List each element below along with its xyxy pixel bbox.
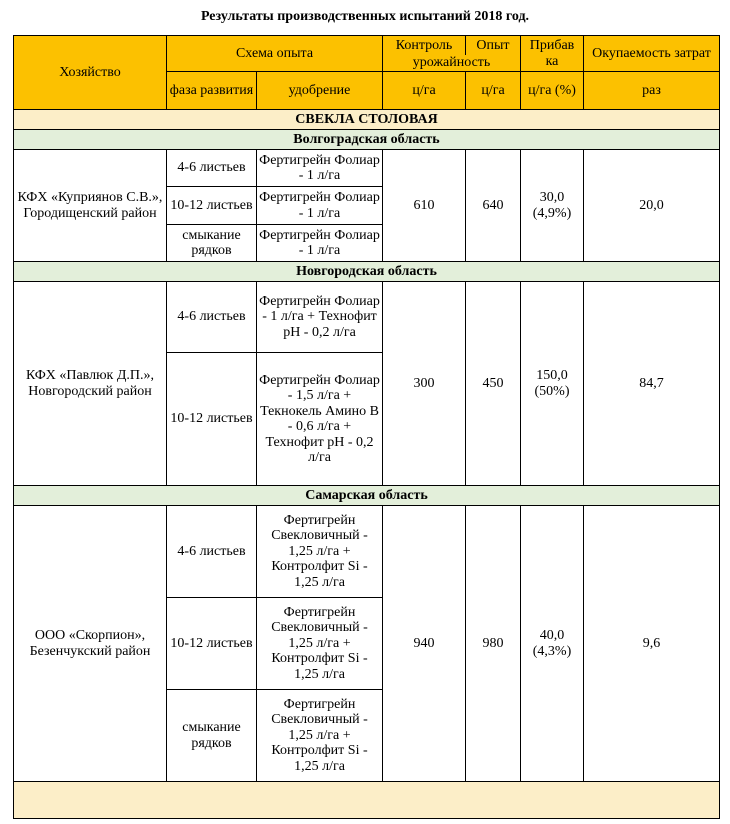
phase-cell: смыкание рядков	[167, 225, 257, 262]
phase-cell: 10-12 листьев	[167, 187, 257, 225]
gain-cell: 30,0 (4,9%)	[521, 150, 584, 262]
fertilizer-cell: Фертигрейн Фолиар - 1 л/га	[257, 225, 383, 262]
fertilizer-cell: Фертигрейн Фолиар - 1,5 л/га + Текнокель Амино В - 0,6 л/га + Технофит рН - 0,2 л/га	[257, 353, 383, 486]
phase-cell: 10-12 листьев	[167, 353, 257, 486]
results-table	[13, 35, 720, 819]
control-cell: 610	[383, 150, 466, 262]
fertilizer-cell: Фертигрейн Фолиар - 1 л/га	[257, 187, 383, 225]
header-unit-gain: ц/га (%)	[521, 72, 584, 110]
farm-cell: КФХ «Куприянов С.В.», Городищенский район	[14, 150, 167, 262]
phase-cell: смыкание рядков	[167, 690, 257, 782]
payback-cell: 9,6	[584, 506, 720, 782]
control-cell: 300	[383, 282, 466, 486]
payback-cell: 20,0	[584, 150, 720, 262]
header-gain: Прибав ка	[521, 36, 584, 72]
phase-cell: 4-6 листьев	[167, 282, 257, 353]
farm-cell: КФХ «Павлюк Д.П.», Новгородский район	[14, 282, 167, 486]
control-cell: 940	[383, 506, 466, 782]
region-row: Самарская область	[14, 486, 720, 506]
header-scheme: Схема опыта	[167, 36, 383, 72]
header-yield: урожайность	[383, 55, 521, 72]
crop-row: СВЕКЛА СТОЛОВАЯ	[14, 110, 720, 130]
region-row: Волгоградская область	[14, 130, 720, 150]
header-farm: Хозяйство	[14, 36, 167, 110]
fertilizer-cell: Фертигрейн Свекловичный - 1,25 л/га + Контролфит Si - 1,25 л/га	[257, 598, 383, 690]
gain-cell: 150,0 (50%)	[521, 282, 584, 486]
phase-cell: 4-6 листьев	[167, 506, 257, 598]
phase-cell: 10-12 листьев	[167, 598, 257, 690]
footer-row	[14, 782, 720, 819]
payback-cell: 84,7	[584, 282, 720, 486]
header-phase: фаза развития	[167, 72, 257, 110]
header-control: Контроль	[383, 36, 466, 55]
fertilizer-cell: Фертигрейн Фолиар - 1 л/га + Технофит рН - 0,2 л/га	[257, 282, 383, 353]
experiment-cell: 640	[466, 150, 521, 262]
header-unit-payback: раз	[584, 72, 720, 110]
fertilizer-cell: Фертигрейн Свекловичный - 1,25 л/га + Контролфит Si - 1,25 л/га	[257, 690, 383, 782]
gain-cell: 40,0 (4,3%)	[521, 506, 584, 782]
header-experiment: Опыт	[466, 36, 521, 55]
phase-cell: 4-6 листьев	[167, 150, 257, 187]
header-unit-experiment: ц/га	[466, 72, 521, 110]
document-title: Результаты производственных испытаний 2018 год.	[200, 9, 530, 24]
region-row: Новгородская область	[14, 262, 720, 282]
header-payback: Окупаемость затрат	[584, 36, 720, 72]
fertilizer-cell: Фертигрейн Свекловичный - 1,25 л/га + Контролфит Si - 1,25 л/га	[257, 506, 383, 598]
experiment-cell: 450	[466, 282, 521, 486]
fertilizer-cell: Фертигрейн Фолиар - 1 л/га	[257, 150, 383, 187]
header-fertilizer: удобрение	[257, 72, 383, 110]
header-unit-control: ц/га	[383, 72, 466, 110]
experiment-cell: 980	[466, 506, 521, 782]
farm-cell: ООО «Скорпион», Безенчукский район	[14, 506, 167, 782]
